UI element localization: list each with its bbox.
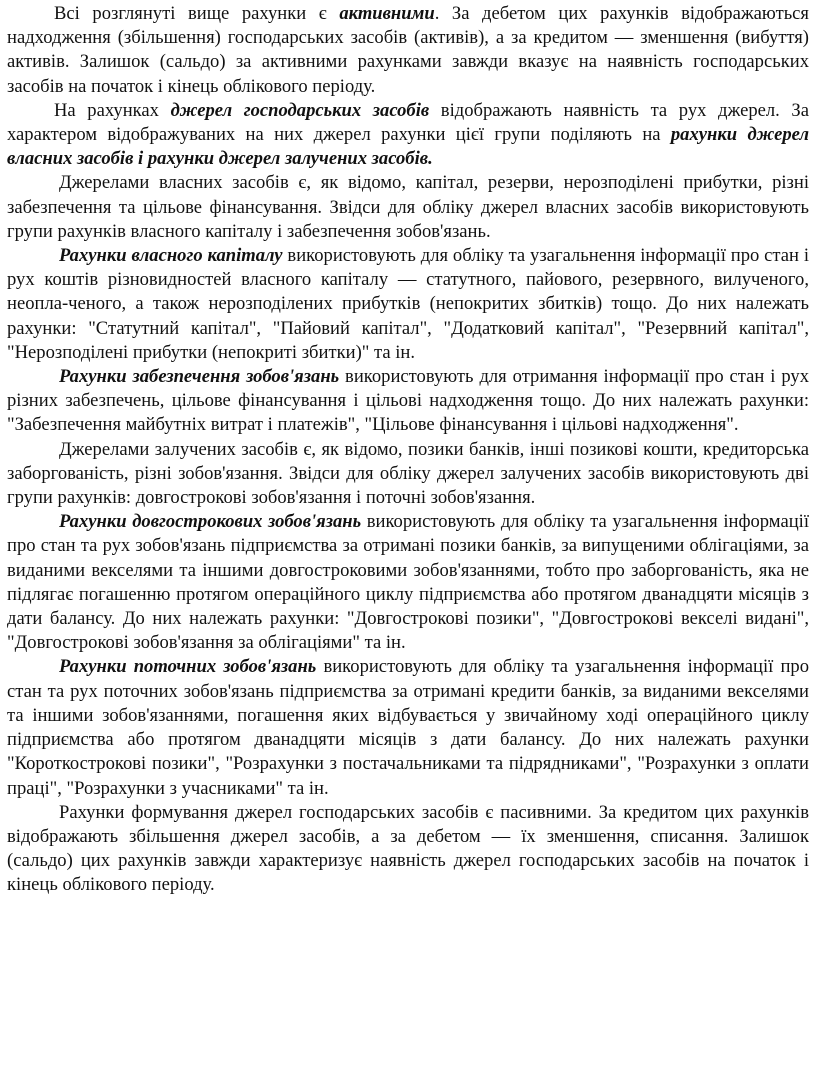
text-run: На рахунках bbox=[54, 99, 171, 121]
emphasis-sources: джерел господарських засобів bbox=[170, 99, 430, 121]
paragraph-source-accounts bbox=[7, 99, 809, 172]
text-run: Рахунки формування джерел господарських засобів є пасивними. За кредитом цих рахунків відображають збільшення джерел засобів, а за дебетом — їх зменшення, списання. Залишок (сальдо) цих рахунків завжди характеризує наявність джерел господарських засобів на початок і кінець облікового періоду. bbox=[7, 801, 809, 896]
emphasis-own-and-borrowed: рахунки джерел власних засобів і рахунки джерел залучених засобів. bbox=[7, 124, 810, 170]
emphasis-active: активними bbox=[339, 3, 435, 24]
paragraph-borrowed-funds bbox=[7, 438, 809, 511]
text-run: використовують для обліку та узагальнення інформації про стан та рух зобов'язань підприємства за отримані позики банків, за випущеними облігаціями, за виданими векселями та іншими довгостроковими зобов'язаннями, тобто про заборгованість, яка не підлягає погашенню протягом операційного циклу підприємства або протягом дванадцяти місяців з дати балансу. До них належать рахунки: "Довгострокові позики", "Довгострокові векселі видані", "Довгострокові зобов'язання за облігаціями" та ін. bbox=[7, 511, 809, 654]
emphasis-current: Рахунки поточних зобов'язань bbox=[59, 656, 317, 678]
paragraph-own-funds bbox=[7, 171, 809, 244]
text-run: використовують для обліку та узагальнення інформації про стан та рух поточних зобов'язань підприємства за отримані кредити банків, за виданими векселями та іншими зобов'язаннями, погашення яких відбувається у звичайному ході операційного циклу підприємства або протягом дванадцяти місяців з дати балансу. До них належать рахунки "Короткострокові позики", "Розрахунки з постачальниками та підрядниками", "Розрахунки з оплати праці", "Розрахунки з учасниками" та ін. bbox=[7, 656, 809, 799]
emphasis-provisions: Рахунки забезпечення зобов'язань bbox=[59, 366, 340, 388]
paragraph-equity-accounts bbox=[7, 244, 809, 365]
text-run: використовують для отримання інформації про стан і рух різних забезпечень, цільове фінансування і цільові надходження тощо. До них належать рахунки: "Забезпечення майбутніх витрат і платежів", "Цільове фінансування і цільові надходження". bbox=[7, 366, 809, 436]
paragraph-active-accounts bbox=[7, 2, 809, 99]
text-run: Джерелами власних засобів є, як відомо, капітал, резерви, нерозподілені прибутки, різні забезпечення та цільове фінансування. Звідси для обліку джерел власних засобів використовують групи рахунків власного капіталу і забезпечення зобов'язань. bbox=[7, 172, 809, 242]
text-run: Всі розглянуті вище рахунки є bbox=[54, 3, 340, 24]
paragraph-passive-accounts bbox=[7, 801, 809, 898]
paragraph-long-term-liabilities bbox=[7, 510, 809, 655]
text-run: використовують для обліку та узагальнення інформації про стан і рух коштів різновидностей власного капіталу — статутного, пайового, резервного, вилученого, неопла-ченого, а також нерозподілених прибутків (непокритих збитків) тощо. До них належать рахунки: "Статутний капітал", "Пайовий капітал", "Додатковий капітал", "Резервний капітал", "Нерозподілені прибутки (непокриті збитки)" та ін. bbox=[7, 245, 810, 363]
paragraph-current-liabilities bbox=[7, 655, 809, 800]
text-run: . За дебетом цих рахунків відображаються надходження (збільшення) господарських засобів (активів), а за кредитом — зменшення (вибуття) активів. Залишок (сальдо) за активними рахунками завжди вказує на наявність господарських засобів на початок і кінець облікового періоду. bbox=[7, 3, 809, 97]
paragraph-provisions-accounts bbox=[7, 365, 809, 438]
text-run: Джерелами залучених засобів є, як відомо, позики банків, інші позикові кошти, кредиторська заборгованість, різні зобов'язання. Звідси для обліку джерел залучених засобів використовують дві групи рахунків: довгострокові зобов'язання і поточні зобов'язання. bbox=[7, 438, 809, 509]
text-run: відображають наявність та рух джерел. За характером відображуваних на них джерел рахунки цієї групи поділяють на bbox=[7, 99, 809, 146]
emphasis-equity: Рахунки власного капіталу bbox=[59, 245, 283, 267]
emphasis-long-term: Рахунки довгострокових зобов'язань bbox=[59, 511, 362, 533]
